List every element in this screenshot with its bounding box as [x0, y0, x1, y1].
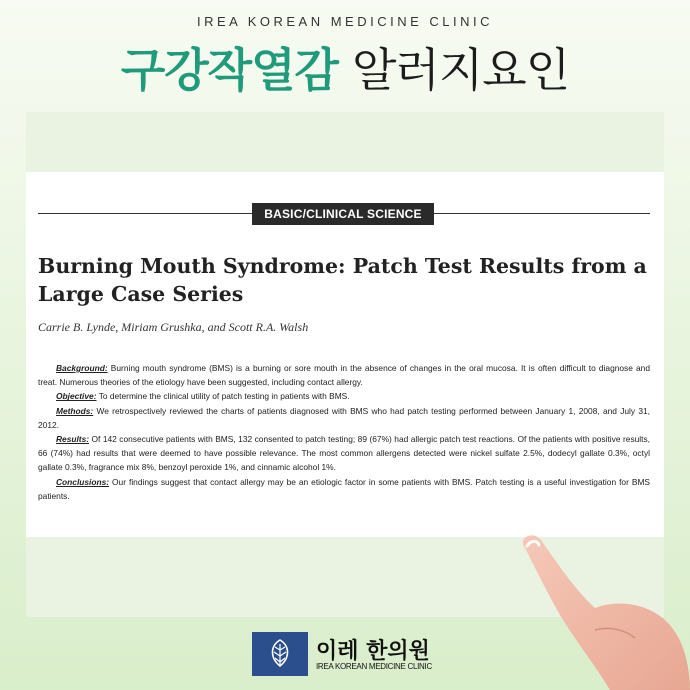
- abstract-label: Methods:: [56, 405, 94, 416]
- abstract-text: Of 142 consecutive patients with BMS, 132 consented to patch testing; 89 (67%) had allergic patch test reactions. Of the patients with positive results, 66 (74%) had results that were deemed to have possible relevance. The most common allergens detected were nickel sulfate 2.5%, dodecyl gallate 0.3%, octyl gallate 0.3%, fragrance mix 8%, benzoyl peroxide 1%, and cinnamic alcohol 1%.: [38, 434, 650, 473]
- abstract-label: Results:: [56, 434, 90, 445]
- abstract-text: Our findings suggest that contact allergy may be an etiologic factor in some patients with BMS. Patch testing is a useful investigation for BMS patients.: [38, 476, 651, 501]
- article-abstract: [38, 361, 650, 503]
- abstract-objective: [38, 389, 650, 403]
- abstract-text: Burning mouth syndrome (BMS) is a burning or sore mouth in the absence of changes in the oral mucosa. It is often difficult to diagnose and treat. Numerous theories of the etiology have been suggested, including contact allergy.: [38, 363, 650, 388]
- abstract-label: Background:: [56, 363, 108, 373]
- title-green-part: 구강작열감: [120, 43, 338, 97]
- title-dark-part: 알러지요인: [352, 43, 570, 97]
- clinic-name-header: IREA KOREAN MEDICINE CLINIC: [196, 14, 494, 29]
- abstract-label: Conclusions:: [56, 476, 110, 487]
- abstract-conclusions: [38, 475, 650, 503]
- logo-box: [252, 632, 308, 676]
- abstract-label: Objective:: [56, 391, 97, 402]
- section-label: BASIC/CLINICAL SCIENCE: [252, 203, 434, 225]
- abstract-results: [38, 432, 650, 475]
- abstract-background: [38, 361, 650, 389]
- abstract-methods: [38, 404, 650, 432]
- leaf-logo-icon: [252, 632, 308, 676]
- footer-clinic-name-en: IREA KOREAN MEDICINE CLINIC: [316, 662, 432, 671]
- abstract-text: We retrospectively reviewed the charts of patients diagnosed with BMS who had patch testing performed between January 1, 2008, and July 31, 2012.: [38, 405, 650, 430]
- article-title: Burning Mouth Syndrome: Patch Test Results from a Large Case Series: [38, 254, 647, 306]
- pointing-finger-icon: [515, 530, 690, 690]
- footer-logo: [252, 632, 442, 676]
- footer-clinic-name: 이레 한의원: [316, 639, 430, 664]
- page-title: [0, 34, 690, 100]
- abstract-text: To determine the clinical utility of patch testing in patients with BMS.: [98, 391, 350, 402]
- article-authors: Carrie B. Lynde, Miriam Grushka, and Scott R.A. Walsh: [38, 320, 309, 334]
